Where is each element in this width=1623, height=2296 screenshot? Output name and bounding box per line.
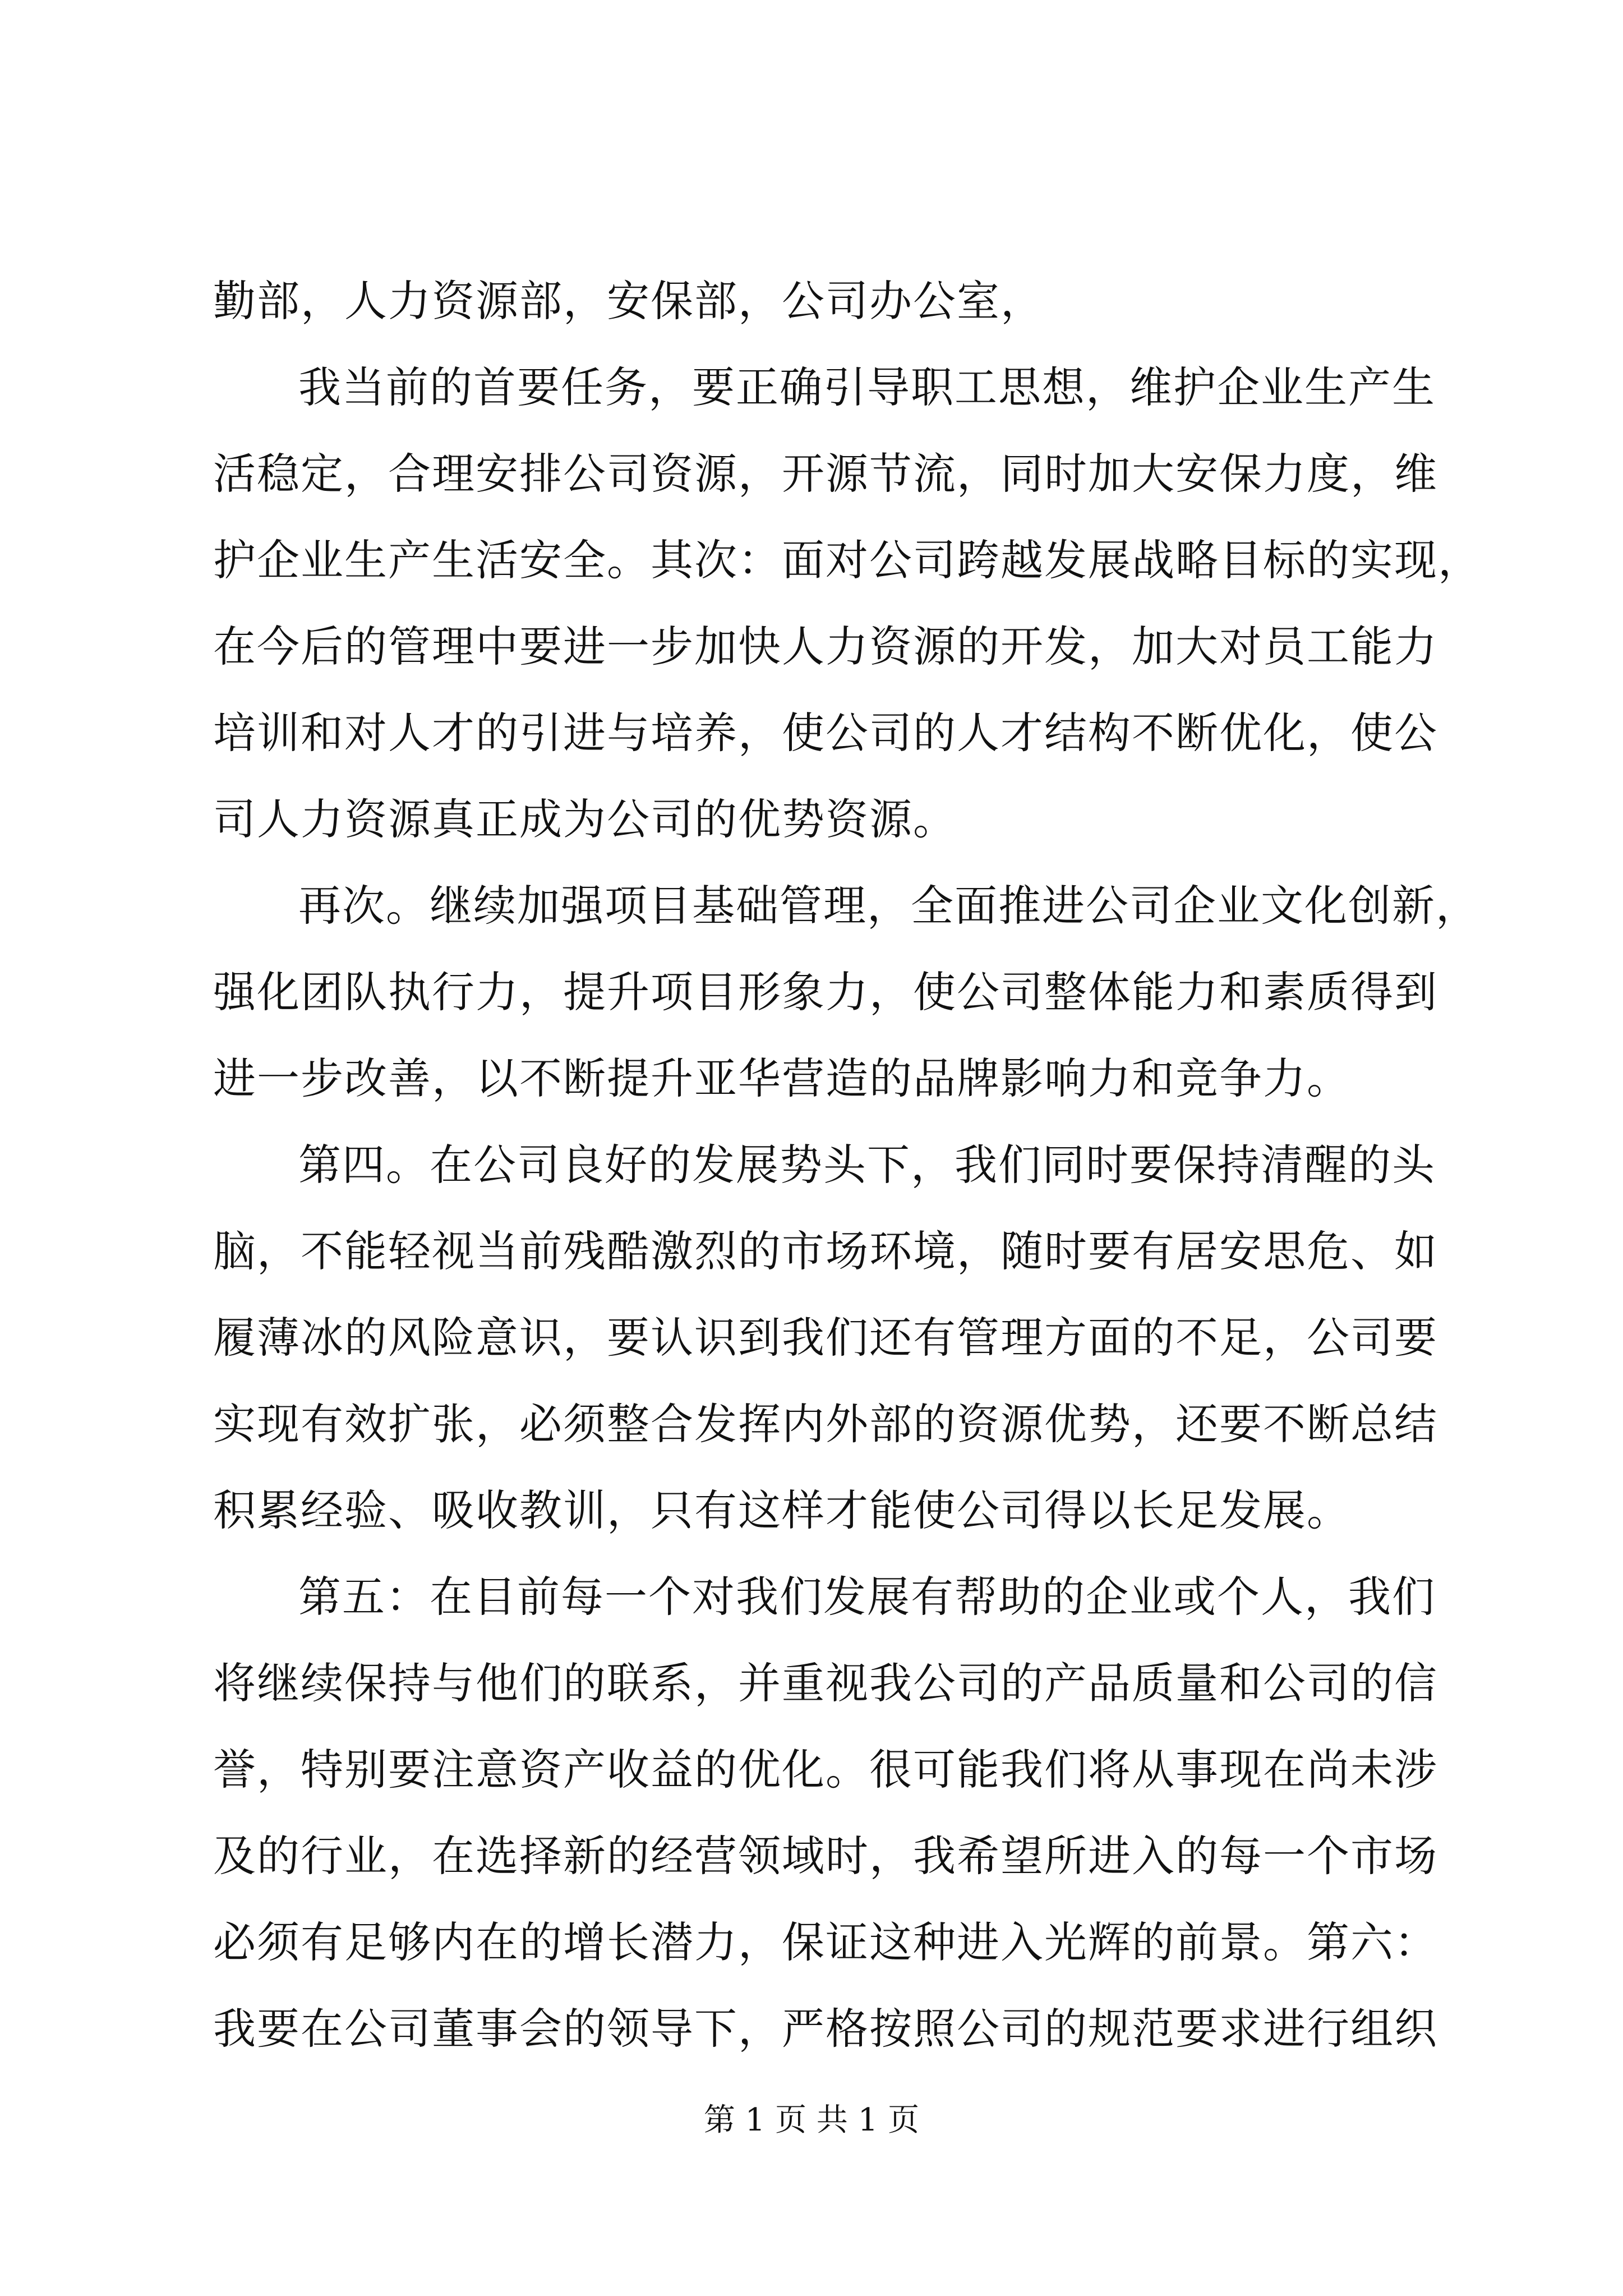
text-line: 在今后的管理中要进一步加快人力资源的开发，加大对员工能力	[213, 622, 1438, 671]
text-line: 强化团队执行力，提升项目形象力，使公司整体能力和素质得到	[213, 967, 1438, 1017]
text-line: 履薄冰的风险意识，要认识到我们还有管理方面的不足，公司要	[213, 1313, 1438, 1363]
text-line: 誉，特别要注意资产收益的优化。很可能我们将从事现在尚未涉	[213, 1745, 1438, 1795]
text-line: 实现有效扩张，必须整合发挥内外部的资源优势，还要不断总结	[213, 1399, 1438, 1449]
text-line: 将继续保持与他们的联系，并重视我公司的产品质量和公司的信	[213, 1658, 1438, 1708]
text-line: 积累经验、吸收教训，只有这样才能使公司得以长足发展。	[213, 1485, 1350, 1535]
text-line: 培训和对人才的引进与培养，使公司的人才结构不断优化，使公	[213, 708, 1438, 758]
text-line: 进一步改善，以不断提升亚华营造的品牌影响力和竞争力。	[213, 1053, 1350, 1103]
text-line: 第五：在目前每一个对我们发展有帮助的企业或个人，我们	[298, 1572, 1436, 1622]
text-line: 脑，不能轻视当前残酷激烈的市场环境，随时要有居安思危、如	[213, 1226, 1438, 1276]
text-line: 勤部，人力资源部，安保部，公司办公室，	[213, 276, 1044, 326]
text-line: 及的行业，在选择新的经营领域时，我希望所进入的每一个市场	[213, 1831, 1438, 1881]
text-line: 我要在公司董事会的领导下，严格按照公司的规范要求进行组织	[213, 2004, 1438, 2054]
text-line: 活稳定，合理安排公司资源，开源节流，同时加大安保力度，维	[213, 449, 1438, 499]
page-footer: 第 1 页 共 1 页	[703, 2102, 920, 2138]
text-line: 再次。继续加强项目基础管理，全面推进公司企业文化创新，	[298, 881, 1479, 931]
text-line: 我当前的首要任务，要正确引导职工思想，维护企业生产生	[298, 362, 1436, 412]
text-line: 护企业生产生活安全。其次：面对公司跨越发展战略目标的实现，	[213, 535, 1482, 585]
body-text	[213, 258, 1482, 2072]
text-line: 司人力资源真正成为公司的优势资源。	[213, 794, 957, 844]
text-line: 必须有足够内在的增长潜力，保证这种进入光辉的前景。第六：	[213, 1917, 1438, 1967]
text-line: 第四。在公司良好的发展势头下，我们同时要保持清醒的头	[298, 1140, 1436, 1190]
